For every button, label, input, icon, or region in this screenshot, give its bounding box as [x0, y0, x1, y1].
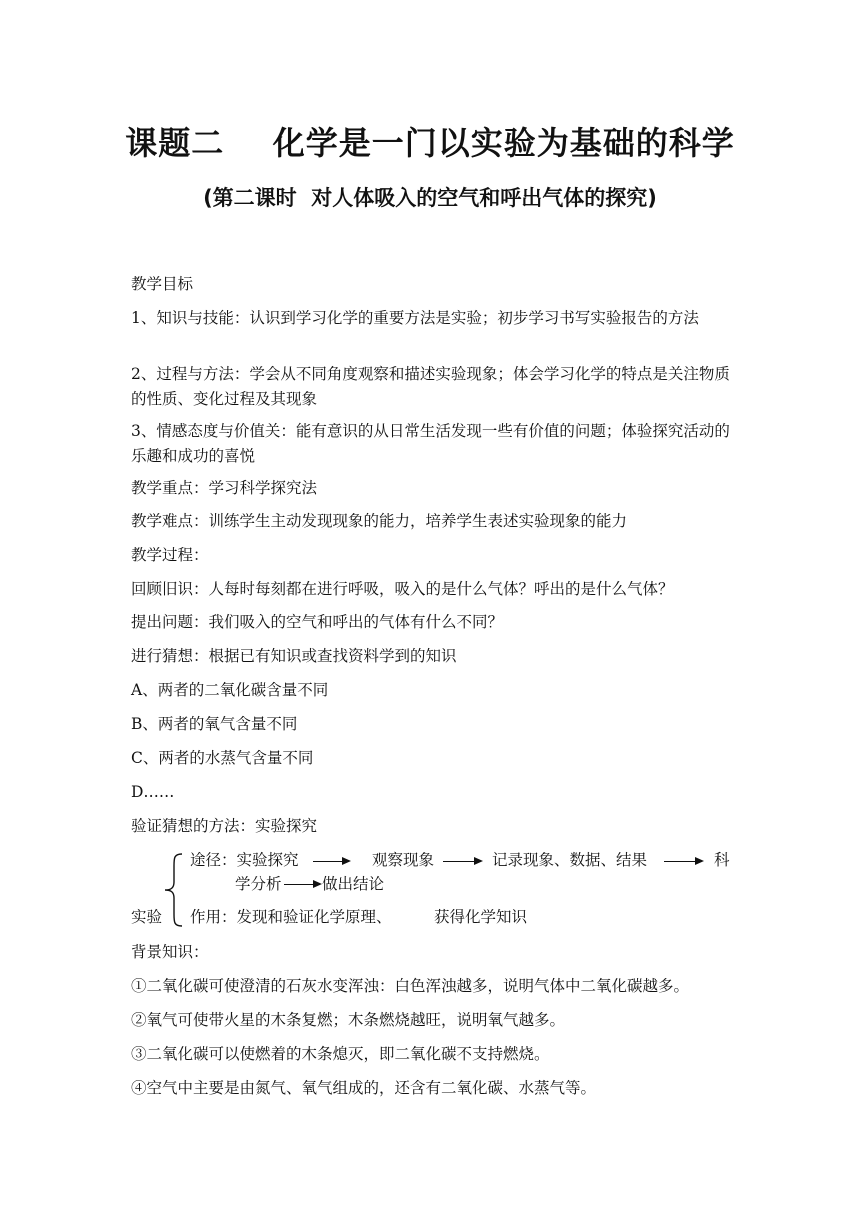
step-record: 记录现象、数据、结果	[492, 851, 648, 869]
page-subtitle: (第二课时 对人体吸入的空气和呼出气体的探究)	[203, 186, 657, 210]
key-point: 教学重点：学习科学探究法	[131, 479, 318, 497]
background-heading: 背景知识：	[131, 943, 209, 961]
curly-brace	[162, 852, 184, 928]
step-analysis: 学分析	[235, 875, 282, 893]
hypothesis-item: A、两者的二氧化碳含量不同	[131, 681, 329, 699]
path-label: 途径：实验探究	[190, 851, 299, 869]
difficulty: 教学难点：训练学生主动发现现象的能力，培养学生表述实验现象的能力	[131, 512, 628, 530]
page-title: 课题二 化学是一门以实验为基础的科学	[125, 124, 735, 162]
background-item: ②氧气可使带火星的木条复燃；木条燃烧越旺，说明氧气越多。	[131, 1011, 566, 1029]
process-heading: 教学过程：	[131, 546, 209, 564]
objective-item: 1、知识与技能：认识到学习化学的重要方法是实验；初步学习书写实验报告的方法	[131, 309, 699, 327]
arrow-right-icon	[664, 861, 702, 862]
objective-item: 3、情感态度与价值关：能有意识的从日常生活发现一些有价值的问题；体验探究活动的乐趣和成功的喜悦	[131, 422, 730, 465]
background-item: ④空气中主要是由氮气、氧气组成的，还含有二氧化碳、水蒸气等。	[131, 1079, 597, 1097]
effect-label: 作用：发现和验证化学原理、	[190, 908, 392, 926]
review-text: 回顾旧识：人每时每刻都在进行呼吸，吸入的是什么气体？呼出的是什么气体？	[131, 580, 674, 598]
objective-item: 2、过程与方法：学会从不同角度观察和描述实验现象；体会学习化学的特点是关注物质的性质、变化过程及其现象	[131, 365, 730, 408]
arrow-right-icon	[284, 884, 320, 885]
arrow-right-icon	[313, 861, 349, 862]
background-item: ③二氧化碳可以使燃着的木条熄灭，即二氧化碳不支持燃烧。	[131, 1045, 550, 1063]
objectives-heading: 教学目标	[131, 275, 194, 293]
guess-text: 进行猜想：根据已有知识或查找资料学到的知识	[131, 647, 457, 665]
arrow-right-icon	[443, 861, 481, 862]
question-text: 提出问题：我们吸入的空气和呼出的气体有什么不同？	[131, 613, 504, 631]
step-analysis-start: 科	[714, 851, 730, 869]
verify-text: 验证猜想的方法：实验探究	[131, 817, 318, 835]
hypothesis-item: D……	[131, 783, 175, 801]
experiment-label: 实验	[131, 908, 163, 926]
effect-label-2: 获得化学知识	[434, 908, 528, 926]
step-observe: 观察现象	[372, 851, 435, 869]
background-item: ①二氧化碳可使澄清的石灰水变浑浊：白色浑浊越多，说明气体中二氧化碳越多。	[131, 977, 690, 995]
hypothesis-item: B、两者的氧气含量不同	[131, 715, 298, 733]
step-conclusion: 做出结论	[322, 875, 385, 893]
hypothesis-item: C、两者的水蒸气含量不同	[131, 749, 314, 767]
